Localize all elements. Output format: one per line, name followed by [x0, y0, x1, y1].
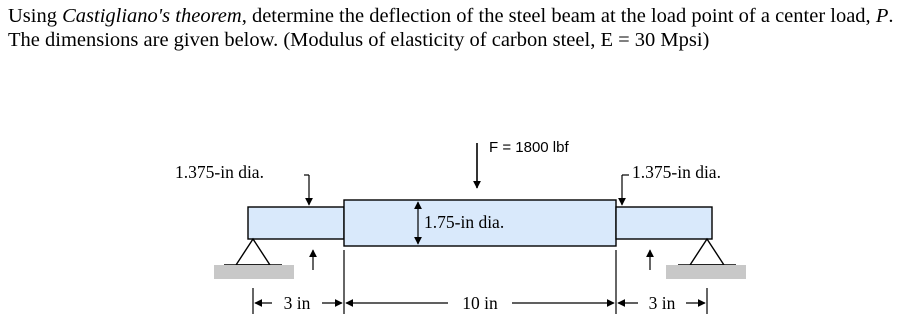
theorem-name: Castigliano's theorem: [62, 5, 242, 27]
dimension-right-label: 3 in: [648, 293, 676, 313]
left-pin-support: [214, 239, 294, 279]
right-diameter-leader: [622, 175, 629, 205]
shaft-right-segment: [616, 207, 712, 239]
left-diameter-label: 1.375-in dia.: [175, 162, 264, 182]
question-text-3: . The dimensions are given below. (Modulus of elasticity of carbon steel, E = 30 Mpsi): [8, 5, 894, 51]
dimension-center-label: 10 in: [462, 293, 498, 313]
right-diameter-label: 1.375-in dia.: [632, 162, 721, 182]
left-diameter-leader: [304, 175, 309, 205]
center-diameter-label: 1.75-in dia.: [424, 212, 505, 232]
question-text-1: Using: [8, 5, 63, 27]
question-text-2: , determine the deflection of the steel beam at the load point of a center load,: [241, 5, 876, 27]
right-pin-support: [666, 239, 746, 279]
load-label: F = 1800 lbf: [489, 139, 569, 156]
dimension-left-label: 3 in: [283, 293, 311, 313]
shaft-left-segment: [248, 207, 344, 239]
load-symbol: P: [875, 5, 889, 27]
